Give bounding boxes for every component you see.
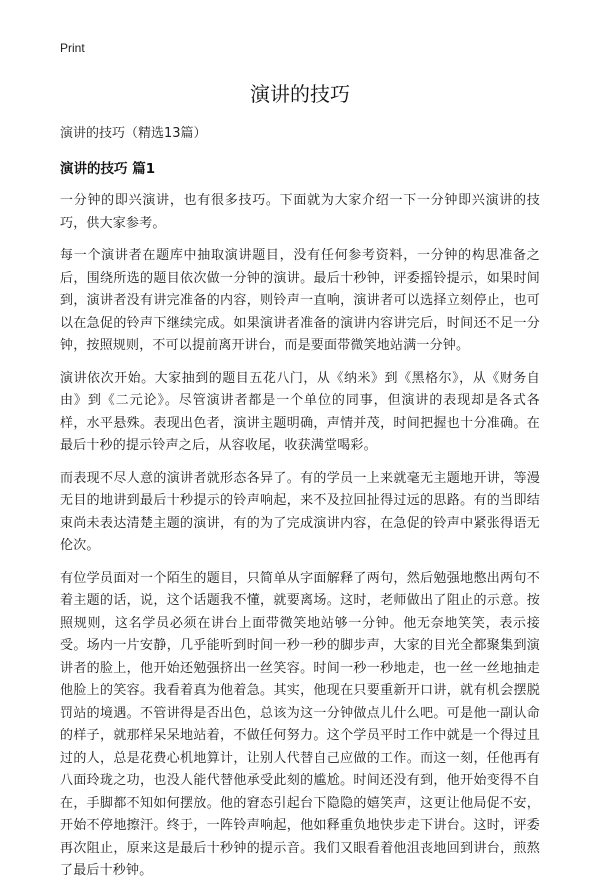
paragraph-2: 每一个演讲者在题库中抽取演讲题目，没有任何参考资料，一分钟的构思准备之后，围绕所选的题目依次做一分钟的演讲。最后十秒钟，评委摇铃提示，如果时间到，演讲者没有讲完准备的内容，则铃声一直响，演讲者可以选择立刻停止，也可以在急促的铃声下继续完成。如果演讲者准备的演讲内容讲完后，时间还不足一分钟，按照规则，不可以提前离开讲台，而是要面带微笑地站满一分钟。 bbox=[60, 248, 540, 353]
page-title: 演讲的技巧 bbox=[250, 82, 350, 106]
paragraph-1: 一分钟的即兴演讲，也有很多技巧。下面就为大家介绍一下一分钟即兴演讲的技巧，供大家参考。 bbox=[60, 193, 540, 231]
paragraph-3: 演讲依次开始。大家抽到的题目五花八门，从《纳米》到《黑格尔》，从《财务自由》到《二元论》。尽管演讲者都是一个单位的同事，但演讲的表现却是各式各样，水平悬殊。表现出色者，演讲主题明确，声情并茂，时间把握也十分准确。在最后十秒的提示铃声之后，从容收尾，收获满堂喝彩。 bbox=[60, 370, 540, 453]
document-subtitle: 演讲的技巧（精选13篇） bbox=[60, 126, 207, 141]
paragraph-5: 有位学员面对一个陌生的题目，只简单从字面解释了两句，然后勉强地憋出两句不着主题的话，说，这个话题我不懂，就要离场。这时，老师做出了阻止的示意。按照规则，这名学员必须在讲台上面带微笑地站够一分钟。他无奈地笑笑，表示接受。场内一片安静，几乎能听到时间一秒一秒的脚步声，大家的目光全都聚集到演讲者的脸上，他开始还勉强挤出一丝笑容。时间一秒一秒地走，也一丝一丝地抽走他脸上的笑容。我看着真为他着急。其实，他现在只要重新开口讲，就有机会摆脱罚站的境遇。不管讲得是否出色，总该为这一分钟做点儿什么吧。可是他一副认命的样子，就那样呆呆地站着，不做任何努力。这个学员平时工作中就是一个得过且过的人，总是花费心机地算计，让别人代替自己应做的工作。而这一刻，任他再有八面玲珑之功，也没人能代替他承受此刻的尴尬。时间还没有到，他开始变得不自在，手脚都不知如何摆放。他的窘态引起台下隐隐的嬉笑声，这更让他局促不安，开始不停地擦汗。终于，一阵铃声响起，他如释重负地快步走下讲台。这时，评委再次阻止，原来这是最后十秒钟的提示音。我们又眼看着他沮丧地回到讲台，煎熬了最后十秒钟。 bbox=[60, 570, 540, 878]
paragraph-4: 而表现不尽人意的演讲者就形态各异了。有的学员一上来就毫无主题地开讲，等漫无目的地讲到最后十秒提示的铃声响起，来不及拉回扯得过远的思路。有的当即结束尚未表达清楚主题的演讲，有的为了完成演讲内容，在急促的铃声中紧张得语无伦次。 bbox=[60, 470, 540, 553]
section-heading: 演讲的技巧 篇1 bbox=[60, 161, 156, 177]
print-link[interactable]: Print bbox=[60, 41, 85, 55]
